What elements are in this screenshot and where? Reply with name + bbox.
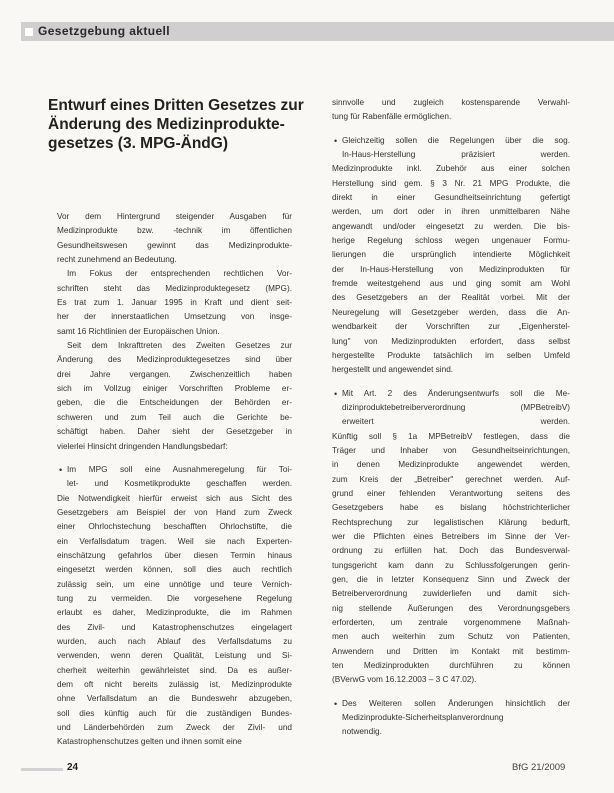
text-line: ein Verfallsdatum tragen. Weil sie nach Experten-	[57, 536, 292, 546]
text-line: let- und Kosmetikprodukte geschaffen werden.	[67, 479, 292, 489]
text-line: her der innerstaatlichen Umsetzung von insge-	[57, 312, 292, 322]
text-line: angewandt und/oder eingesetzt zu werden. Die bis-	[332, 221, 570, 231]
text-line: Anwendern und Dritten im Kontakt mit bestimm-	[332, 646, 570, 656]
bullet-paragraph	[57, 463, 292, 750]
text-line: Gesundheitswesen gewinnt das Medizinprodukte-	[57, 240, 292, 250]
text-line: erforderten, um zentrale vorgenommene Maßnah-	[332, 618, 570, 628]
bullet-icon: •	[334, 698, 338, 709]
text-line: Künftig soll § 1a MPBetreibV festlegen, dass die	[332, 431, 570, 441]
text-line: erlaubt es daher, Medizinprodukte, die im Rahmen	[57, 608, 292, 618]
text-line: des Zivil- und Katastrophenschutzes eingelagert	[57, 622, 292, 632]
text-line: Vor dem Hintergrund steigender Ausgaben für	[57, 212, 292, 221]
text-line: Medizinprodukte bzw. -technik im öffentlichen	[57, 226, 292, 236]
text-line: Träger und Inhaber von Gesundheitseinrichtungen,	[332, 445, 570, 455]
text-line: eingesetzt werden können, soll dies auch rechtlich	[57, 565, 292, 575]
text-line: drei Jahre vergangen. Zwischenzeitlich haben	[57, 369, 292, 379]
bullet-paragraph	[332, 697, 570, 740]
text-line: men auch weiterhin zum Schutz von Patienten,	[332, 632, 570, 642]
text-line: notwendig.	[342, 727, 382, 737]
page-number: 24	[67, 762, 79, 773]
text-line: lung" von Medizinprodukten erfordert, dass selbst	[332, 336, 570, 346]
text-line: werden, um dort oder in ihren unmittelbaren Nähe	[332, 207, 570, 217]
page-number-bar	[21, 768, 63, 771]
text-line: in denen Medizinprodukte angewendet werden,	[332, 460, 570, 470]
text-line: fremde weitestgehend aus und ging somit am Wohl	[332, 279, 570, 289]
text-line: Rechtsprechung zur Iegalistischen Klärung bedurft,	[332, 517, 570, 527]
text-line: herige Regelung schloss wegen ungenauer Formu-	[332, 236, 570, 246]
text-line: Die Notwendigkeit hierfür erweist sich aus Sicht des	[57, 493, 292, 503]
text-line: einer Ohrlochstechung beschafften Ohrlochstifte, die	[57, 522, 292, 532]
article-title	[48, 96, 304, 153]
section-title: Gesetzgebung aktuell	[38, 24, 171, 38]
text-line: ten Medizinprodukten durchführen zu können	[332, 661, 570, 671]
text-line: zum Kreis der „Betreiber" gerechnet werden. Auf-	[332, 474, 570, 484]
bullet-icon: •	[334, 388, 338, 399]
text-line: wurden, auch nach Ablauf des Verfallsdatums zu	[57, 636, 292, 646]
text-line: schriften steht das Medizinproduktegesetz (MPG).	[57, 283, 292, 293]
text-line: tung zu vermeiden. Die vorgesehene Regelung	[57, 593, 292, 603]
text-line: wendbarkeit der Vorschriften zur „Eigenherstel-	[332, 322, 570, 332]
text-line: des Gesetzgebers an der Realität vorbei. Mit der	[332, 293, 570, 303]
text-line: geben, die die Entscheidungen der Behörden er-	[57, 398, 292, 408]
text-line: soll dies künftig auch für die zuständigen Bundes-	[57, 708, 292, 718]
text-line: ordnung zu erfüllen hat. Doch das Bundesverwal-	[332, 546, 570, 556]
text-line: der In-Haus-Herstellung von Medizinprodukten für	[332, 264, 570, 274]
left-text-column	[57, 210, 292, 750]
text-line: tungsgericht kam dann zu Schlussfolgerungen gerin-	[332, 560, 570, 570]
text-line: sich im Vollzug einiger Vorschriften Probleme er-	[57, 384, 292, 394]
text-line: Gleichzeitig sollen die Regelungen über die sog.	[342, 135, 570, 145]
text-line: Katastrophenschutzes gelten und ihnen somit eine	[57, 737, 242, 747]
text-line: ohne Verfallsdatum an die Bundeswehr abzugeben,	[57, 694, 292, 704]
text-line: Im MPG soll eine Ausnahmeregelung für Toi-	[67, 464, 292, 474]
text-line: Mit Art. 2 des Änderungsentwurfs soll die Me-	[342, 388, 570, 398]
text-line: lierungen die ursprünglich intendierte Möglichkeit	[332, 250, 570, 260]
paragraph	[57, 339, 292, 454]
paragraph	[57, 210, 292, 267]
bullet-icon: •	[334, 135, 338, 146]
bullet-paragraph	[332, 134, 570, 378]
text-line: grund einer fehlenden Verantwortung seitens des	[332, 488, 570, 498]
bullet-paragraph	[332, 387, 570, 688]
text-line: Neuregelung will Gesetzgeber werden, dass die An-	[332, 307, 570, 317]
text-line: Betreiberverordnung zuwiderliefen und damit sich-	[332, 589, 570, 599]
text-line: Medizinprodukte-Sicherheitsplanverordnung	[342, 713, 504, 723]
text-line: Seit dem Inkrafttreten des Zweiten Gesetzes zur	[67, 341, 292, 351]
text-line: erweitert werden.	[342, 417, 570, 427]
text-line: sinnvolle und zugleich kostensparende Verwahl-	[332, 98, 570, 107]
text-line: wer die Pflichten eines Betreibers im Sinne der Ver-	[332, 531, 570, 541]
text-line: (BVerwG vom 16.12.2003 – 3 C 47.02).	[332, 675, 477, 685]
text-line: Gesetzgebers am Beispiel der von Hand zum Zweck	[57, 507, 292, 517]
paragraph	[57, 267, 292, 339]
banner-square-icon	[25, 28, 33, 36]
text-line: Es trat zum 1. Januar 1995 in Kraft und dient seit-	[57, 298, 292, 308]
text-line: zulässig sein, um eine unnötige und teure Vernich-	[57, 579, 292, 589]
text-line: gen, die in letzter Konsequenz Sinn und Zweck der	[332, 575, 570, 584]
text-line: Herstellung sind gem. § 3 Nr. 21 MPG Produkte, die	[332, 178, 570, 188]
text-line: In-Haus-Herstellung präzisiert werden.	[342, 150, 570, 160]
text-line: hergestellte Produkte tatsächlich im selben Umfeld	[332, 350, 570, 360]
right-text-column	[332, 96, 570, 740]
paragraph-continuation	[332, 96, 570, 125]
text-line: nig stellende Äußerungen des Verordnungsgebers	[332, 603, 570, 613]
text-line: Im Fokus der entsprechenden rechtlichen Vor-	[67, 269, 292, 279]
text-line: dizinproduktebetreiberverordnung (MPBetreibV)	[342, 402, 570, 412]
text-line: Des Weiteren sollen Änderungen hinsichtlich der	[342, 698, 570, 708]
text-line: cherheit weiterhin gewährleistet sind. Da es außer-	[57, 665, 292, 675]
text-line: Gesetzgebers habe es bislang höchstrichterlicher	[332, 503, 570, 513]
title-line: gesetzes (3. MPG-ÄndG)	[48, 135, 228, 152]
text-line: hergestellt und angewendet sind.	[332, 365, 454, 375]
text-line: schäftigt haben. Daher sieht der Gesetzgeber in	[57, 427, 292, 437]
title-line: Änderung des Medizinprodukte-	[48, 116, 285, 133]
bullet-icon: •	[59, 464, 63, 475]
text-line: samt 16 Richtlinien der Europäischen Union.	[57, 326, 220, 336]
text-line: Änderung des Medizinproduktegesetzes sind über	[57, 355, 292, 365]
text-line: tung für Rabenfälle ermöglichen.	[332, 112, 452, 122]
text-line: verwenden, wenn deren Qualität, Leistung und Si-	[57, 651, 292, 661]
text-line: direkt in einer Gesundheitseinrichtung gefertigt	[332, 193, 570, 203]
text-line: einschätzung gefahrlos über diesen Termin hinaus	[57, 550, 292, 560]
text-line: recht zunehmend an Bedeutung.	[57, 255, 177, 265]
text-line: und Länderbehörden zum Zweck der Zivil- und	[57, 723, 292, 733]
text-line: vielerlei Hinsicht dringenden Handlungsbedarf:	[57, 441, 228, 451]
journal-reference: BfG 21/2009	[512, 762, 566, 773]
text-line: schweren und zum Teil auch die Gerichte be-	[57, 412, 292, 422]
text-line: dem oft nicht bereits zulässig ist, Medizinprodukte	[57, 680, 292, 689]
text-line: Medizinprodukte inkl. Zubehör aus einer solchen	[332, 164, 570, 174]
title-line: Entwurf eines Dritten Gesetzes zur	[48, 97, 304, 114]
